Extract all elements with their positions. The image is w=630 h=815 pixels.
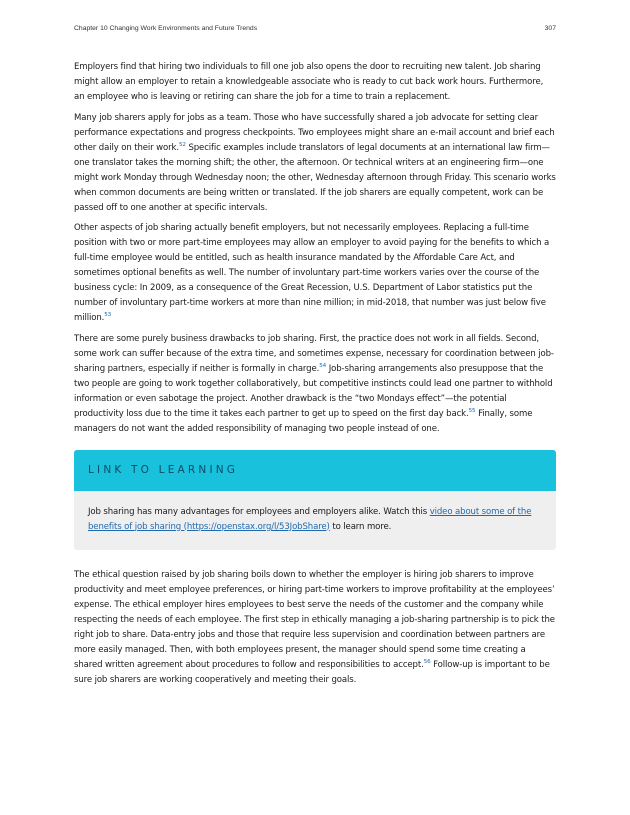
paragraph-3: [74, 221, 556, 326]
footnote-54[interactable]: 54: [319, 362, 327, 369]
paragraph-1-text: Employers find that hiring two individuals to fill one job also opens the door to recruiting new talent. Job sharing might allow an employer to retain a knowledgeable associate who is ready to cut back work hours. Furthermore, an employee who is leaving or retiring can share the job for a time to train a replacement.: [74, 62, 544, 102]
paragraph-2: [74, 111, 556, 216]
paragraph-2-text-a: Many job sharers apply for jobs as a team. Those who have successfully shared a job advocate for setting clear performance expectations and progress checkpoints. Two employees might share an e-mail account and brief each other daily on their work.: [74, 112, 555, 153]
footnote-52[interactable]: 52: [178, 141, 186, 148]
paragraph-1: [74, 60, 556, 105]
footnote-53[interactable]: 53: [104, 312, 112, 318]
link-to-learning-header: [74, 450, 556, 491]
page-number: 307: [544, 25, 556, 32]
link-to-learning-text-after: to learn more.: [329, 521, 392, 532]
link-to-learning-heading: LINK TO LEARNING: [88, 464, 239, 476]
paragraph-5: [74, 568, 556, 688]
main-content: [74, 60, 556, 693]
job-sharing-video-link[interactable]: video about some of the benefits of job sharing (https://openstax.org/l/53JobShare): [88, 506, 532, 532]
footnote-55[interactable]: 55: [468, 407, 476, 414]
paragraph-3-text: Other aspects of job sharing actually benefit employers, but not necessarily employees. Replacing a full-time position with two or more part-time employees may allow an employer to avoid paying for the benefits to which a full-time employee would be entitled, such as health insurance mandated by the Affordable Care Act, and sometimes optional benefits as well. The number of involuntary part-time workers varies over the course of the business cycle: In 2009, as a consequence of the Great Recession, U.S. Department of Labor statistics put the number of involuntary part-time workers at more than nine million; in mid-2018, that number was just below five million.: [74, 223, 550, 323]
chapter-title: Chapter 10 Changing Work Environments and Future Trends: [74, 25, 258, 32]
paragraph-5-text-b: Follow-up is important to be sure job sharers are working cooperatively and meeting their goals.: [74, 659, 550, 685]
footnote-56[interactable]: 56: [423, 658, 431, 665]
paragraph-2-text-b: Specific examples include translators of legal documents at an international law firm—one translator takes the morning shift; the other, the afternoon. Or technical writers at an engineering firm—one might work Monday through Wednesday noon; the other, Wednesday afternoon through Friday. This scenario works when common documents are being written or translated. If the job sharers are equally competent, work can be passed off to one another at specific intervals.: [74, 142, 556, 213]
paragraph-5-text-a: The ethical question raised by job sharing boils down to whether the employer is hiring job sharers to improve productivity and meet employee preferences, or hiring part-time workers to improve profitability at the employees’ expense. The ethical employer hires employees to best serve the needs of the customer and the company while respecting the needs of each employee. The first step in ethically managing a job-sharing partnership is to pick the right job to share. Data-entry jobs and those that require less supervision and coordination between partners are more easily managed. Then, with both employees present, the manager should spend some time creating a shared written agreement about procedures to follow and responsibilities to accept.: [74, 569, 555, 670]
paragraph-4-text-a: There are some purely business drawbacks to job sharing. First, the practice does not work in all fields. Second, some work can suffer because of the extra time, and sometimes expense, necessary for coordination between job-sharing partners, especially if neither is formally in charge.: [74, 333, 554, 374]
paragraph-4: [74, 332, 556, 437]
link-to-learning-body: [74, 491, 556, 550]
paragraph-4-text-b: Job-sharing arrangements also presuppose that the two people are going to work together collaboratively, but competitive instincts could lead one partner to withhold information or even sabotage the project. Another drawback is the “two Mondays effect”—the potential productivity loss due to the time it takes each partner to get up to speed on the first day back.: [74, 363, 553, 419]
paragraph-4-text-c: Finally, some managers do not want the added responsibility of managing two people instead of one.: [74, 408, 533, 434]
link-to-learning-text-before: Job sharing has many advantages for employees and employers alike. Watch this: [88, 506, 430, 517]
link-to-learning-box: [74, 450, 556, 550]
